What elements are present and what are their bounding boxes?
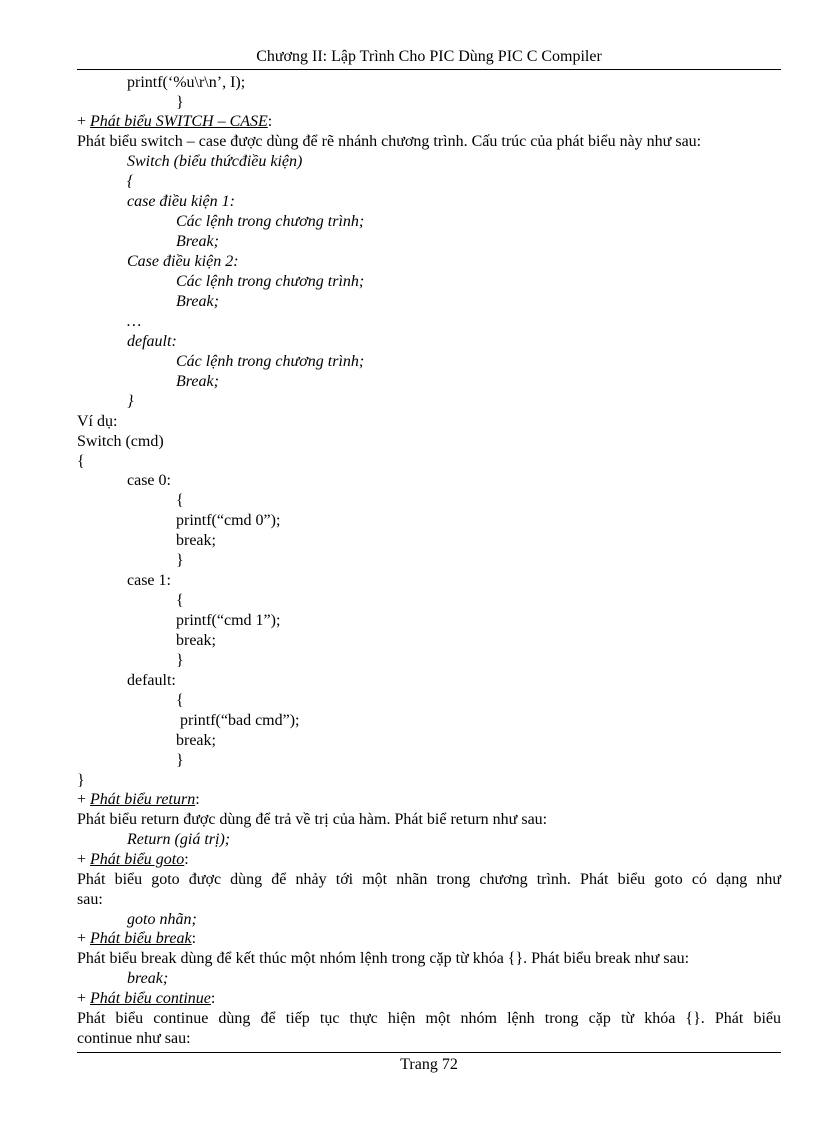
- syntax-line: Break;: [176, 373, 219, 390]
- syntax-line: …: [127, 313, 142, 330]
- code-line: printf(‘%u\r\n’, I);: [127, 74, 246, 91]
- heading-suffix: :: [210, 990, 216, 1007]
- page-number: Trang 72: [400, 1056, 458, 1073]
- heading-title: Phát biểu goto: [90, 851, 185, 868]
- syntax-line: break;: [127, 970, 169, 987]
- code-line: printf(“cmd 0”);: [176, 512, 281, 529]
- paragraph-line: Phát biểu return được dùng để trả về trị của hàm. Phát biể return như sau:: [77, 811, 548, 828]
- section-heading-goto: [77, 850, 189, 870]
- code-line: printf(“cmd 1”);: [176, 612, 281, 629]
- heading-prefix: +: [77, 851, 91, 868]
- heading-prefix: +: [77, 930, 91, 947]
- syntax-line: default:: [127, 333, 177, 350]
- code-line: printf(“bad cmd”);: [176, 712, 300, 729]
- heading-prefix: +: [77, 990, 91, 1007]
- code-line: break;: [176, 532, 216, 549]
- code-line: }: [77, 772, 85, 789]
- paragraph-line: continue như sau:: [77, 1030, 191, 1047]
- heading-prefix: +: [77, 113, 91, 130]
- syntax-line: Break;: [176, 233, 219, 250]
- code-line: break;: [176, 632, 216, 649]
- syntax-line: case điều kiện 1:: [127, 193, 235, 210]
- header-rule: [77, 69, 781, 70]
- syntax-line: Switch (biểu thứcđiều kiện): [127, 153, 303, 170]
- paragraph-line: sau:: [77, 891, 103, 908]
- code-line: {: [176, 692, 184, 709]
- syntax-line: goto nhãn;: [127, 911, 197, 928]
- heading-title: Phát biểu continue: [90, 990, 211, 1007]
- paragraph-line: Phát biểu break dùng để kết thúc một nhóm lệnh trong cặp từ khóa {}. Phát biểu break như sau:: [77, 950, 690, 967]
- section-heading-continue: [77, 989, 215, 1009]
- section-heading-switch: [77, 112, 272, 132]
- code-line: {: [77, 453, 85, 470]
- paragraph-line: Phát biểu goto được dùng để nhảy tới một nhãn trong chương trình. Phát biểu goto có dạng như: [77, 871, 781, 888]
- code-line: case 1:: [127, 572, 171, 589]
- syntax-line: Case điều kiện 2:: [127, 253, 239, 270]
- syntax-line: Các lệnh trong chương trình;: [176, 353, 365, 370]
- code-line: break;: [176, 732, 216, 749]
- section-heading-return: [77, 790, 200, 810]
- code-line: Switch (cmd): [77, 433, 164, 450]
- code-line: {: [176, 592, 184, 609]
- heading-title: Phát biểu SWITCH – CASE: [90, 113, 268, 130]
- code-line: case 0:: [127, 472, 171, 489]
- heading-title: Phát biểu return: [90, 791, 196, 808]
- paragraph-line: Phát biểu switch – case được dùng để rẽ nhánh chương trình. Cấu trúc của phát biểu này như sau:: [77, 133, 702, 150]
- heading-title: Phát biểu break: [90, 930, 192, 947]
- heading-prefix: +: [77, 791, 91, 808]
- page-header-title: Chương II: Lập Trình Cho PIC Dùng PIC C Compiler: [256, 48, 602, 65]
- syntax-line: Return (giá trị);: [127, 831, 231, 848]
- heading-suffix: :: [267, 113, 273, 130]
- code-line: {: [176, 492, 184, 509]
- code-line: }: [176, 94, 184, 111]
- syntax-line: Các lệnh trong chương trình;: [176, 273, 365, 290]
- heading-suffix: :: [191, 930, 197, 947]
- heading-suffix: :: [184, 851, 189, 868]
- syntax-line: Các lệnh trong chương trình;: [176, 213, 365, 230]
- paragraph-line: Phát biểu continue dùng để tiếp tục thực hiện một nhóm lệnh trong cặp từ khóa {}. Phát biểu: [77, 1010, 781, 1027]
- example-label: Ví dụ:: [77, 413, 118, 430]
- heading-suffix: :: [195, 791, 200, 808]
- syntax-line: }: [127, 393, 134, 410]
- code-line: default:: [127, 672, 176, 689]
- syntax-line: Break;: [176, 293, 219, 310]
- footer-rule: [77, 1052, 781, 1053]
- syntax-line: {: [127, 173, 134, 190]
- code-line: }: [176, 752, 184, 769]
- section-heading-break: [77, 929, 196, 949]
- code-line: }: [176, 652, 184, 669]
- code-line: }: [176, 552, 184, 569]
